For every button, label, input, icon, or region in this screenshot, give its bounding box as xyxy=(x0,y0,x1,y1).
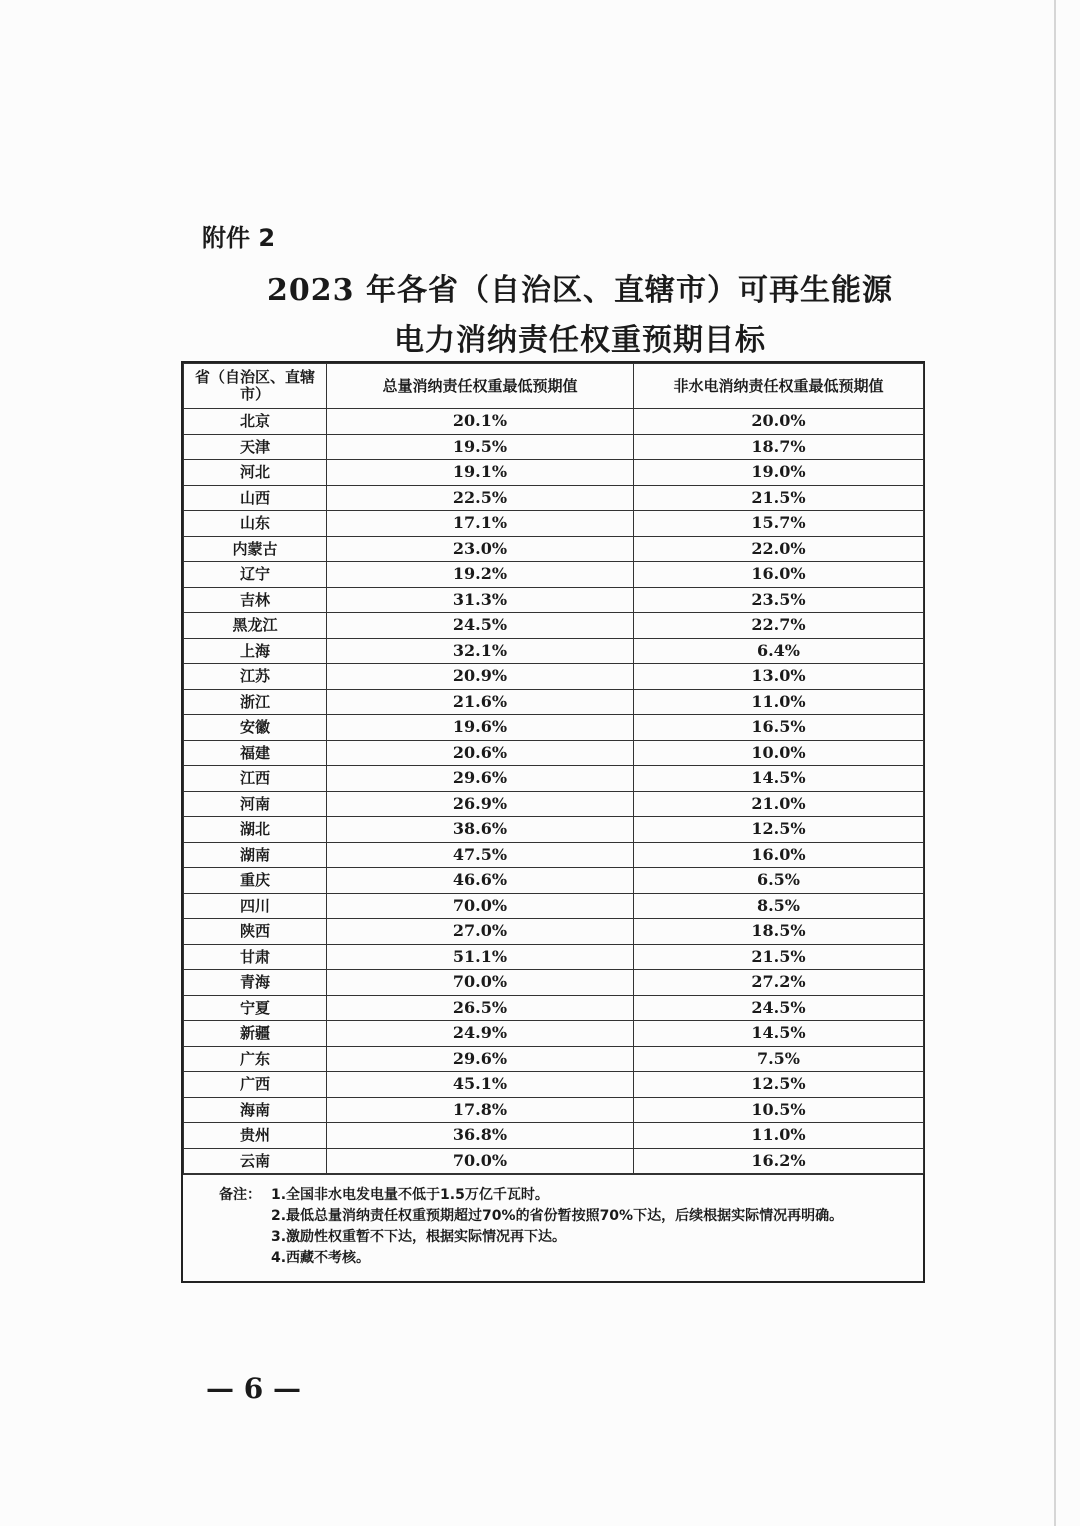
target-table-grid xyxy=(183,363,924,1174)
cell-total-weight: 26.9% xyxy=(327,791,634,817)
note-item: 3.激励性权重暂不下达，根据实际情况再下达。 xyxy=(271,1229,567,1245)
cell-nonhydro-weight: 7.5% xyxy=(634,1046,924,1072)
cell-nonhydro-weight: 14.5% xyxy=(634,1021,924,1047)
table-row xyxy=(184,562,924,588)
table-row xyxy=(184,511,924,537)
cell-province: 甘肃 xyxy=(184,944,327,970)
table-row xyxy=(184,434,924,460)
cell-nonhydro-weight: 22.7% xyxy=(634,613,924,639)
page-edge-shadow xyxy=(1054,0,1056,1526)
table-row xyxy=(184,460,924,486)
table-row xyxy=(184,1046,924,1072)
cell-total-weight: 20.9% xyxy=(327,664,634,690)
table-row xyxy=(184,1123,924,1149)
cell-total-weight: 24.5% xyxy=(327,613,634,639)
table-row xyxy=(184,868,924,894)
table-row xyxy=(184,409,924,435)
cell-nonhydro-weight: 12.5% xyxy=(634,817,924,843)
cell-nonhydro-weight: 18.7% xyxy=(634,434,924,460)
header-nonhydro-weight: 非水电消纳责任权重最低预期值 xyxy=(634,364,924,409)
cell-total-weight: 70.0% xyxy=(327,893,634,919)
table-row xyxy=(184,536,924,562)
cell-nonhydro-weight: 6.5% xyxy=(634,868,924,894)
cell-total-weight: 17.8% xyxy=(327,1097,634,1123)
table-body xyxy=(184,409,924,1174)
cell-total-weight: 70.0% xyxy=(327,1148,634,1174)
table-row xyxy=(184,919,924,945)
cell-province: 湖南 xyxy=(184,842,327,868)
table-row xyxy=(184,791,924,817)
table-row xyxy=(184,664,924,690)
cell-nonhydro-weight: 16.0% xyxy=(634,842,924,868)
table-row xyxy=(184,1021,924,1047)
document-title-line-1: 2023 年各省（自治区、直辖市）可再生能源 xyxy=(267,273,893,308)
cell-total-weight: 32.1% xyxy=(327,638,634,664)
note-item: 1.全国非水电发电量不低于1.5万亿千瓦时。 xyxy=(271,1187,549,1203)
cell-total-weight: 27.0% xyxy=(327,919,634,945)
table-row xyxy=(184,893,924,919)
cell-total-weight: 29.6% xyxy=(327,1046,634,1072)
cell-nonhydro-weight: 21.0% xyxy=(634,791,924,817)
table-row xyxy=(184,842,924,868)
cell-total-weight: 20.1% xyxy=(327,409,634,435)
attachment-label: 附件 2 xyxy=(202,224,276,252)
cell-province: 海南 xyxy=(184,1097,327,1123)
table-row xyxy=(184,689,924,715)
cell-total-weight: 51.1% xyxy=(327,944,634,970)
cell-nonhydro-weight: 18.5% xyxy=(634,919,924,945)
cell-nonhydro-weight: 8.5% xyxy=(634,893,924,919)
cell-total-weight: 26.5% xyxy=(327,995,634,1021)
cell-nonhydro-weight: 16.0% xyxy=(634,562,924,588)
table-row xyxy=(184,485,924,511)
table-header-row xyxy=(184,364,924,409)
cell-province: 吉林 xyxy=(184,587,327,613)
cell-province: 河北 xyxy=(184,460,327,486)
cell-province: 山西 xyxy=(184,485,327,511)
cell-nonhydro-weight: 19.0% xyxy=(634,460,924,486)
table-row xyxy=(184,944,924,970)
cell-province: 湖北 xyxy=(184,817,327,843)
cell-nonhydro-weight: 14.5% xyxy=(634,766,924,792)
cell-province: 青海 xyxy=(184,970,327,996)
cell-nonhydro-weight: 21.5% xyxy=(634,485,924,511)
cell-province: 浙江 xyxy=(184,689,327,715)
cell-total-weight: 45.1% xyxy=(327,1072,634,1098)
document-title-line-2: 电力消纳责任权重预期目标 xyxy=(394,323,766,358)
cell-province: 黑龙江 xyxy=(184,613,327,639)
cell-nonhydro-weight: 16.5% xyxy=(634,715,924,741)
table-row xyxy=(184,613,924,639)
cell-province: 广东 xyxy=(184,1046,327,1072)
cell-total-weight: 21.6% xyxy=(327,689,634,715)
cell-province: 辽宁 xyxy=(184,562,327,588)
table-row xyxy=(184,766,924,792)
table-row xyxy=(184,970,924,996)
cell-province: 江西 xyxy=(184,766,327,792)
cell-total-weight: 36.8% xyxy=(327,1123,634,1149)
note-row-1 xyxy=(219,1185,909,1206)
cell-nonhydro-weight: 27.2% xyxy=(634,970,924,996)
cell-total-weight: 22.5% xyxy=(327,485,634,511)
header-province: 省（自治区、直辖市） xyxy=(184,364,327,409)
cell-total-weight: 70.0% xyxy=(327,970,634,996)
cell-province: 天津 xyxy=(184,434,327,460)
cell-province: 宁夏 xyxy=(184,995,327,1021)
table-row xyxy=(184,715,924,741)
cell-province: 云南 xyxy=(184,1148,327,1174)
cell-province: 广西 xyxy=(184,1072,327,1098)
notes-label: 备注： xyxy=(219,1187,261,1203)
cell-total-weight: 19.2% xyxy=(327,562,634,588)
cell-nonhydro-weight: 6.4% xyxy=(634,638,924,664)
cell-province: 贵州 xyxy=(184,1123,327,1149)
cell-province: 上海 xyxy=(184,638,327,664)
cell-nonhydro-weight: 16.2% xyxy=(634,1148,924,1174)
cell-province: 北京 xyxy=(184,409,327,435)
page-number: — 6 — xyxy=(206,1372,301,1405)
header-total-weight: 总量消纳责任权重最低预期值 xyxy=(327,364,634,409)
cell-nonhydro-weight: 11.0% xyxy=(634,1123,924,1149)
cell-province: 山东 xyxy=(184,511,327,537)
cell-province: 江苏 xyxy=(184,664,327,690)
notes-section xyxy=(183,1174,923,1281)
cell-nonhydro-weight: 15.7% xyxy=(634,511,924,537)
cell-nonhydro-weight: 21.5% xyxy=(634,944,924,970)
cell-province: 陕西 xyxy=(184,919,327,945)
table-row xyxy=(184,1097,924,1123)
cell-total-weight: 46.6% xyxy=(327,868,634,894)
cell-province: 内蒙古 xyxy=(184,536,327,562)
table-row xyxy=(184,1072,924,1098)
cell-total-weight: 19.5% xyxy=(327,434,634,460)
cell-nonhydro-weight: 10.0% xyxy=(634,740,924,766)
cell-province: 新疆 xyxy=(184,1021,327,1047)
table-row xyxy=(184,638,924,664)
cell-total-weight: 47.5% xyxy=(327,842,634,868)
cell-total-weight: 24.9% xyxy=(327,1021,634,1047)
note-item: 4.西藏不考核。 xyxy=(271,1250,371,1266)
cell-total-weight: 29.6% xyxy=(327,766,634,792)
table-row xyxy=(184,587,924,613)
cell-total-weight: 38.6% xyxy=(327,817,634,843)
note-item: 2.最低总量消纳责任权重预期超过70%的省份暂按照70%下达，后续根据实际情况再明确。 xyxy=(271,1208,844,1224)
cell-total-weight: 20.6% xyxy=(327,740,634,766)
cell-nonhydro-weight: 22.0% xyxy=(634,536,924,562)
cell-nonhydro-weight: 12.5% xyxy=(634,1072,924,1098)
cell-total-weight: 19.1% xyxy=(327,460,634,486)
cell-province: 福建 xyxy=(184,740,327,766)
cell-province: 安徽 xyxy=(184,715,327,741)
table-row xyxy=(184,995,924,1021)
cell-nonhydro-weight: 13.0% xyxy=(634,664,924,690)
cell-province: 河南 xyxy=(184,791,327,817)
cell-total-weight: 23.0% xyxy=(327,536,634,562)
table-row xyxy=(184,740,924,766)
table-row xyxy=(184,817,924,843)
cell-nonhydro-weight: 10.5% xyxy=(634,1097,924,1123)
target-table xyxy=(181,361,925,1283)
cell-total-weight: 31.3% xyxy=(327,587,634,613)
cell-nonhydro-weight: 11.0% xyxy=(634,689,924,715)
cell-total-weight: 19.6% xyxy=(327,715,634,741)
cell-province: 重庆 xyxy=(184,868,327,894)
cell-nonhydro-weight: 20.0% xyxy=(634,409,924,435)
cell-province: 四川 xyxy=(184,893,327,919)
cell-nonhydro-weight: 23.5% xyxy=(634,587,924,613)
cell-total-weight: 17.1% xyxy=(327,511,634,537)
table-row xyxy=(184,1148,924,1174)
cell-nonhydro-weight: 24.5% xyxy=(634,995,924,1021)
